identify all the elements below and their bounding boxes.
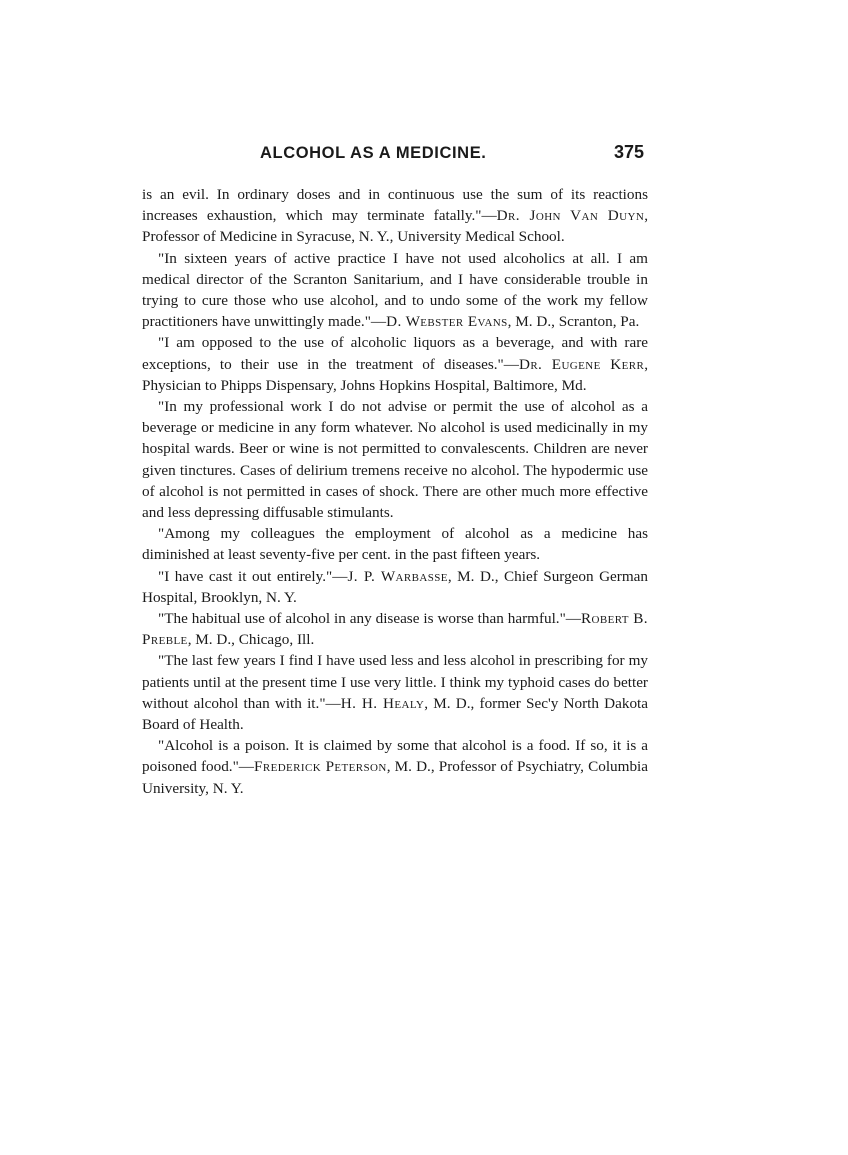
paragraph-text: "In sixteen years of active practice I have not used alcoholics at all. I am medical director of the Scranton Sanitarium, and I have considerable trouble in trying to cure those who use alcohol, and to undo some of the work my fellow practitioners have unwittingly made."—	[142, 249, 648, 331]
author-name: Robert B. Preble	[142, 610, 648, 649]
paragraph	[142, 396, 648, 523]
paragraph	[142, 332, 648, 396]
body-text	[142, 184, 648, 799]
author-name: Dr. John Van Duyn	[496, 207, 645, 225]
author-credentials: , M. D., Chief Surgeon German Hospital, Brooklyn, N. Y.	[142, 567, 648, 606]
paragraph-text: "I am opposed to the use of alcoholic liquors as a beverage, and with rare exceptions, to their use in the treatment of diseases."—	[142, 334, 648, 373]
author-credentials: , M. D., former Sec'y North Dakota Board of Health.	[142, 694, 649, 734]
paragraph	[142, 184, 648, 248]
author-credentials: , Physician to Phipps Dispensary, Johns Hopkins Hospital, Baltimore, Md.	[142, 355, 649, 394]
paragraph	[142, 248, 648, 333]
paragraph-text: "Among my colleagues the employment of alcohol as a medicine has diminished at least seventy-five per cent. in the past fifteen years.	[142, 525, 648, 564]
author-name: J. P. Warbasse	[347, 567, 448, 585]
author-credentials: , Professor of Medicine in Syracuse, N. Y., University Medical School.	[142, 207, 648, 246]
author-credentials: , M. D., Scranton, Pa.	[507, 313, 640, 331]
author-name: Dr. Eugene Kerr	[518, 355, 645, 373]
paragraph-text: is an evil. In ordinary doses and in continuous use the sum of its reactions increases exhaustion, which may terminate fatally."—	[142, 186, 648, 225]
page-number: 375	[613, 142, 644, 162]
author-name: D. Webster Evans	[386, 313, 508, 331]
paragraph-text: "In my professional work I do not advise or permit the use of alcohol as a beverage or medicine in any form whatever. No alcohol is used medicinally in my hospital wards. Beer or wine is not permitted to convalescents. Children are never given tinctures. Cases of delirium tremens receive no alcohol. The hypodermic use of alcohol is not permitted in cases of shock. There are other much more effective and less depressing diffusable stimulants.	[142, 398, 648, 522]
author-name: H. H. Healy	[340, 694, 425, 712]
paragraph	[142, 608, 648, 650]
running-title: ALCOHOL AS A MEDICINE.	[260, 144, 487, 162]
paragraph-text: "The last few years I find I have used less and less alcohol in prescribing for my patients until at the present time I use very little. I think my typhoid cases do better without alcohol than with it."—	[142, 652, 648, 712]
paragraph	[142, 566, 648, 608]
author-credentials: , M. D., Chicago, Ill.	[187, 631, 315, 649]
author-name: Frederick Peterson	[254, 758, 387, 776]
author-credentials: , M. D., Professor of Psychiatry, Columbia University, N. Y.	[142, 758, 649, 797]
paragraph	[142, 650, 648, 735]
paragraph	[142, 523, 648, 565]
book-page	[142, 140, 648, 799]
paragraph-text: "Alcohol is a poison. It is claimed by some that alcohol is a food. If so, it is a poisoned food."—	[142, 737, 648, 776]
paragraph-text: "I have cast it out entirely."—	[158, 567, 348, 585]
paragraph	[142, 735, 648, 799]
paragraph-text: "The habitual use of alcohol in any disease is worse than harmful."—	[158, 610, 581, 628]
running-head	[142, 140, 648, 172]
